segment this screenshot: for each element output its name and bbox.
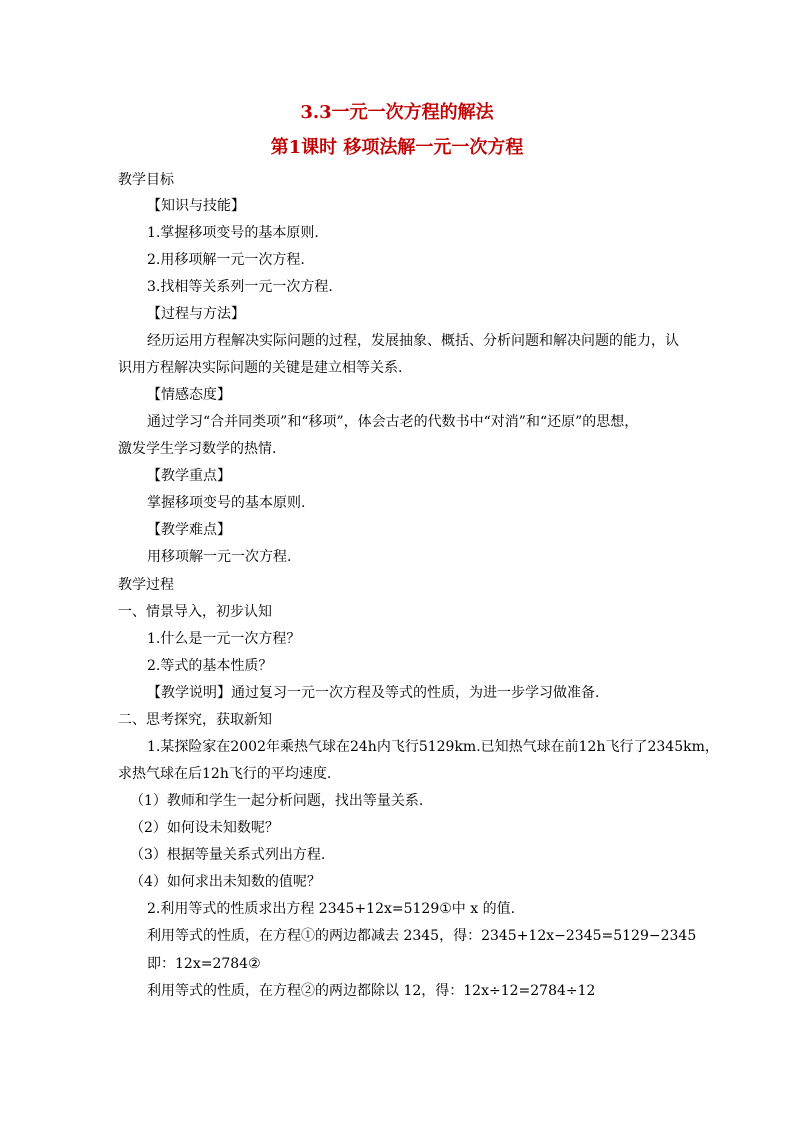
text-line: 识用方程解决实际问题的关键是建立相等关系. [118, 360, 403, 376]
document-title: 3.3一元一次方程的解法 [300, 102, 494, 123]
text-line: （3）根据等量关系式列出方程. [130, 847, 326, 863]
text-line: 2.用移项解一元一次方程. [147, 252, 305, 268]
text-line: 通过学习“合并同类项”和“移项”，体会古老的代数书中“对消”和“还原”的思想， [147, 414, 639, 430]
text-line: 1.掌握移项变号的基本原则. [147, 225, 319, 241]
lesson-subtitle: 第1课时 移项法解一元一次方程 [270, 137, 524, 158]
text-line: 经历运用方程解决实际问题的过程，发展抽象、概括、分析问题和解决问题的能力，认 [147, 333, 679, 349]
text-line: 【教学说明】通过复习一元一次方程及等式的性质，为进一步学习做准备. [147, 685, 600, 701]
section-heading: 教学目标 [118, 172, 174, 188]
text-line: 即：12x=2784② [147, 956, 261, 972]
text-line: （1）教师和学生一起分析问题，找出等量关系. [130, 793, 424, 809]
text-line: 1.某探险家在2002年乘热气球在24h内飞行5129km.已知热气球在前12h飞行了2345km， [147, 739, 719, 755]
text-line: （2）如何设未知数呢？ [130, 820, 279, 836]
text-line: 1.什么是一元一次方程？ [147, 631, 301, 647]
text-line: 2.利用等式的性质求出方程 2345+12x=5129①中 x 的值. [147, 901, 516, 917]
section-heading: 一、情景导入，初步认知 [118, 604, 272, 620]
sub-heading: 【过程与方法】 [147, 306, 245, 322]
text-line: 用移项解一元一次方程. [147, 549, 292, 565]
text-line: 3.找相等关系列一元一次方程. [147, 279, 333, 295]
sub-heading: 【教学难点】 [147, 522, 231, 538]
sub-heading: 【教学重点】 [147, 468, 231, 484]
text-line: 掌握移项变号的基本原则. [147, 495, 306, 511]
section-heading: 二、思考探究，获取新知 [118, 712, 272, 728]
text-line: 激发学生学习数学的热情. [118, 441, 277, 457]
sub-heading: 【情感态度】 [147, 387, 231, 403]
text-line: （4）如何求出未知数的值呢？ [130, 874, 321, 890]
section-heading: 教学过程 [118, 577, 174, 593]
text-line: 2.等式的基本性质？ [147, 658, 273, 674]
sub-heading: 【知识与技能】 [147, 198, 245, 214]
text-line: 利用等式的性质，在方程①的两边都减去 2345，得：2345+12x−2345=5129−2345 [147, 928, 697, 944]
text-line: 求热气球在后12h飞行的平均速度. [118, 766, 332, 782]
text-line: 利用等式的性质，在方程②的两边都除以 12，得：12x÷12=2784÷12 [147, 983, 596, 999]
